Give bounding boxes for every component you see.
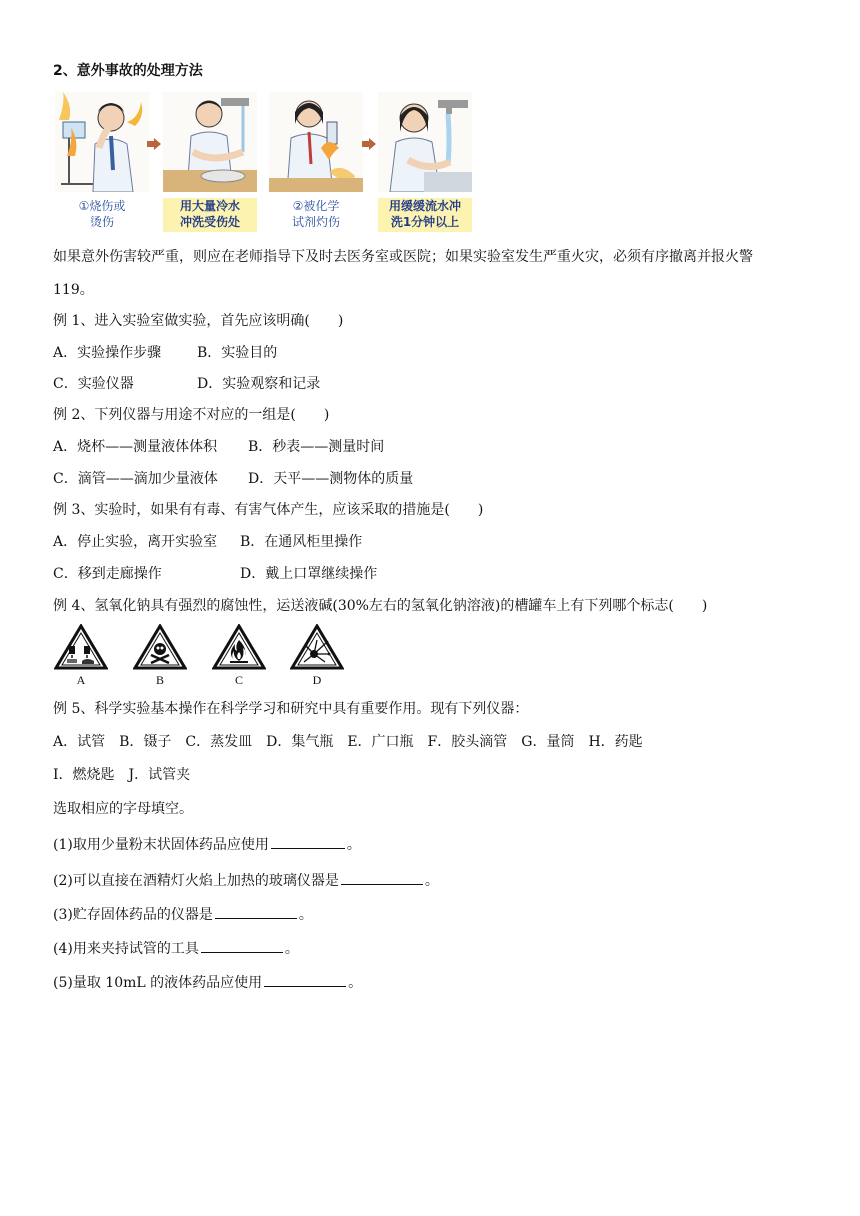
sign-label-b: B xyxy=(155,673,164,687)
cold-water-scene-image xyxy=(163,92,257,192)
fill-item-end: 。 xyxy=(348,975,363,991)
caption-line: 试剂灼伤 xyxy=(291,215,340,229)
example5-instruction: 选取相应的字母填空。 xyxy=(53,801,193,817)
fill-item-text: (2)可以直接在酒精灯火焰上加热的玻璃仪器是 xyxy=(53,873,339,889)
caption-chemical-burn xyxy=(269,198,363,232)
corrosive-icon xyxy=(54,624,108,670)
answer-blank[interactable] xyxy=(271,834,345,849)
example1-option-a: A．实验操作步骤 xyxy=(53,345,162,361)
example3-option-b: B．在通风柜里操作 xyxy=(240,534,363,550)
caption-line: 烫伤 xyxy=(89,215,114,229)
caption-line: 用大量冷水 xyxy=(179,199,240,213)
flowing-water-scene-image xyxy=(378,92,472,192)
fill-item-end: 。 xyxy=(298,907,313,923)
caption-line: 用缓缓流水冲 xyxy=(388,199,461,213)
burn-scene-image xyxy=(55,92,149,192)
example2-option-a: A．烧杯——测量液体体积 xyxy=(53,439,218,455)
example1-option-b: B．实验目的 xyxy=(197,345,278,361)
example3-question: 例 3、实验时，如果有有毒、有害气体产生，应该采取的措施是( ) xyxy=(53,502,484,518)
fill-item-text: (4)用来夹持试管的工具 xyxy=(53,941,199,957)
fill-item-end: 。 xyxy=(284,941,299,957)
caption-burn xyxy=(55,198,149,232)
example5-question: 例 5、科学实验基本操作在科学学习和研究中具有重要作用。现有下列仪器： xyxy=(53,701,529,717)
arrow-right-icon xyxy=(362,135,376,147)
intro-line-1: 如果意外伤害较严重，则应在老师指导下及时去医务室或医院；如果实验室发生严重火灾，必须有序撤离并报火警 xyxy=(53,249,753,265)
example4-question: 例 4、氢氧化钠具有强烈的腐蚀性，运送液碱(30%左右的氢氧化钠溶液)的槽罐车上有下列哪个标志( ) xyxy=(53,598,708,614)
fill-item-end: 。 xyxy=(424,873,439,889)
fill-item-end: 。 xyxy=(346,837,361,853)
caption-line: 洗1分钟以上 xyxy=(390,215,460,229)
fill-item-text: (1)取用少量粉末状固体药品应使用 xyxy=(53,837,269,853)
sign-label-c: C xyxy=(234,673,243,687)
example3-option-d: D．戴上口罩继续操作 xyxy=(240,566,378,582)
answer-blank[interactable] xyxy=(215,904,297,919)
sign-label-d: D xyxy=(312,673,322,687)
sign-label-a: A xyxy=(76,673,86,687)
flammable-icon xyxy=(212,624,266,670)
fill-item-1 xyxy=(53,834,361,854)
toxic-skull-icon xyxy=(133,624,187,670)
example2-option-b: B．秒表——测量时间 xyxy=(248,439,385,455)
caption-line: ②被化学 xyxy=(292,199,340,213)
caption-line: 冲洗受伤处 xyxy=(179,215,240,229)
example3-option-c: C．移到走廊操作 xyxy=(53,566,162,582)
intro-line-2: 119。 xyxy=(53,282,94,298)
answer-blank[interactable] xyxy=(341,870,423,885)
example5-options-line-1: A．试管 B．镊子 C．蒸发皿 D．集气瓶 E．广口瓶 F．胶头滴管 G．量筒 H．药匙 xyxy=(53,734,643,750)
example1-question: 例 1、进入实验室做实验，首先应该明确( ) xyxy=(53,313,344,329)
fill-item-text: (3)贮存固体药品的仪器是 xyxy=(53,907,213,923)
arrow-right-icon xyxy=(147,135,161,147)
fill-item-3 xyxy=(53,904,313,924)
example5-options-line-2: I．燃烧匙 J．试管夹 xyxy=(53,767,191,783)
answer-blank[interactable] xyxy=(201,938,283,953)
fill-item-2 xyxy=(53,870,439,890)
explosive-icon xyxy=(290,624,344,670)
example2-option-d: D．天平——测物体的质量 xyxy=(248,471,414,487)
chemical-burn-scene-image xyxy=(269,92,363,192)
fill-item-text: (5)量取 10mL 的液体药品应使用 xyxy=(53,975,263,991)
section-title: 2、意外事故的处理方法 xyxy=(53,63,203,79)
caption-cold-water xyxy=(163,198,257,232)
caption-flowing-water xyxy=(378,198,472,232)
example1-option-d: D．实验观察和记录 xyxy=(197,376,321,392)
example1-option-c: C．实验仪器 xyxy=(53,376,134,392)
example2-question: 例 2、下列仪器与用途不对应的一组是( ) xyxy=(53,407,330,423)
example3-option-a: A．停止实验，离开实验室 xyxy=(53,534,218,550)
fill-item-5 xyxy=(53,972,362,992)
fill-item-4 xyxy=(53,938,299,958)
example2-option-c: C．滴管——滴加少量液体 xyxy=(53,471,218,487)
answer-blank[interactable] xyxy=(264,972,346,987)
caption-line: ①烧伤或 xyxy=(78,199,126,213)
